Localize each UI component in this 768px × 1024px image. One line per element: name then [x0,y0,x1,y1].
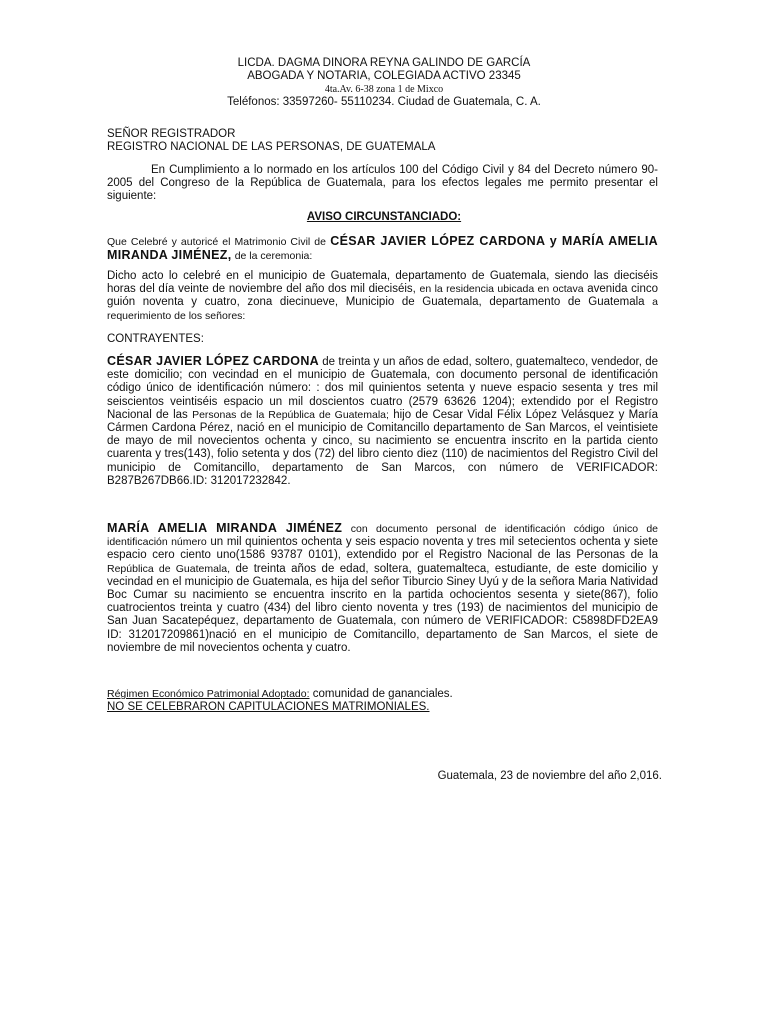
intro-paragraph: En Cumplimiento a lo normado en los artículos 100 del Código Civil y 84 del Decreto número 90-2005 del Congreso de la República de Guatemala, para los efectos legales me permito presentar el siguiente: [107,164,658,203]
groom-text: de treinta y un años de edad, soltero, guatemalteco, vendedor, de este domicilio; con vecindad en el municipio de Guatemala, con documento personal de identificación código único de identificación número: : dos mil quinientos setenta y nueve espacio sesenta y tres mil seiscientos veintiséis espacio un mil doscientos cuatro (2579 63626 1204); extendido por el Registro Nacional de las [107,356,659,421]
bride-small: con documento personal de identificación código único de identificación número [107,523,659,549]
marriage-paragraph [107,235,658,263]
bride-text: un mil quinientos ochenta y seis espacio noventa y tres mil setecientos ochenta y siete espacio cero ciento uno(1586 93787 0101), extendido por el Registro Nacional de las Personas de la [107,536,659,562]
recipient-block [107,128,435,154]
bride-small-2: República de Guatemala, [107,562,231,575]
place-paragraph [107,270,658,323]
regimen-value: comunidad de gananciales. [312,688,453,700]
letterhead [0,57,768,109]
place-text: Dicho acto lo celebré en el municipio de Guatemala, departamento de Guatemala, siendo las dieciséis horas del día veinte de noviembre del año dos mil dieciséis, [107,270,658,296]
recipient-institution: REGISTRO NACIONAL DE LAS PERSONAS, DE GUATEMALA [107,141,436,153]
groom-paragraph [107,355,658,488]
lawyer-phones: Teléfonos: 33597260- 55110234. Ciudad de Guatemala, C. A. [227,96,541,108]
bride-paragraph [107,522,658,655]
bride-name: MARÍA AMELIA MIRANDA JIMÉNEZ [107,521,343,535]
place-text-2: avenida cinco guión noventa y cuatro, zona diecinueve, Municipio de Guatemala, departamento de Guatemala [107,283,658,309]
capitulaciones-line: NO SE CELEBRARON CAPITULACIONES MATRIMONIALES. [107,701,430,713]
document-title: AVISO CIRCUNSTANCIADO: [306,211,462,223]
marriage-prefix: Que Celebré y autoricé el Matrimonio Civil de [107,236,326,248]
marriage-suffix: de la ceremonia: [234,250,313,263]
regimen-line [107,688,453,701]
groom-small: Personas de la República de Guatemala; [192,408,389,421]
recipient-title: SEÑOR REGISTRADOR [107,128,236,140]
regimen-label: Régimen Económico Patrimonial Adoptado: [107,688,310,700]
document-date: Guatemala, 23 de noviembre del año 2,016. [437,770,662,782]
groom-text-2: hijo de Cesar Vidal Félix López Velásquez y María Cármen Cardona Pérez, nació en el municipio de Comitancillo departamento de San Marcos, el veintisiete de mayo de mil novecientos ochenta y cinco, su nacimiento se encuentra inscrito en la partida ciento cuarenta y tres(143), folio setenta y dos (72) del libro ciento diez (110) de nacimientos del Registro Civil del municipio de Comitancillo, departamento de San Marcos, con número de VERIFICADOR: B287B267DB66.ID: 312017232842. [107,408,658,487]
place-small: en la residencia ubicada en octava [419,283,584,296]
contrayentes-label: CONTRAYENTES: [107,333,204,345]
place-small-2: a requerimiento de los señores: [107,296,658,322]
spouses-names: CÉSAR JAVIER LÓPEZ CARDONA y MARÍA AMELIA MIRANDA JIMÉNEZ, [107,234,658,263]
lawyer-name: LICDA. DAGMA DINORA REYNA GALINDO DE GARCÍA [237,57,531,69]
regimen-block [107,688,453,714]
lawyer-title: ABOGADA Y NOTARIA, COLEGIADA ACTIVO 23345 [247,70,521,82]
lawyer-address: 4ta.Av. 6-38 zona 1 de Mixco [324,84,444,95]
bride-text-2: de treinta años de edad, soltera, guatemalteca, estudiante, de este domicilio y vecindad en el municipio de Guatemala, es hija del señor Tiburcio Siney Uyú y de la señora Maria Natividad Boc Cumar su nacimiento se encuentra inscrito en la partida ochocientos sesenta y siete(867), folio cuatrocientos treinta y cuatro (434) del libro ciento noventa y tres (193) de nacimientos del municipio de San Juan Sacatepéquez, departamento de Guatemala, con número de VERIFICADOR: C5898DFD2EA9 ID: 312017209861)nació en el municipio de Comitancillo, departamento de San Marcos, el siete de noviembre de mil novecientos ochenta y cuatro. [107,562,658,654]
groom-name: CÉSAR JAVIER LÓPEZ CARDONA [107,354,319,368]
